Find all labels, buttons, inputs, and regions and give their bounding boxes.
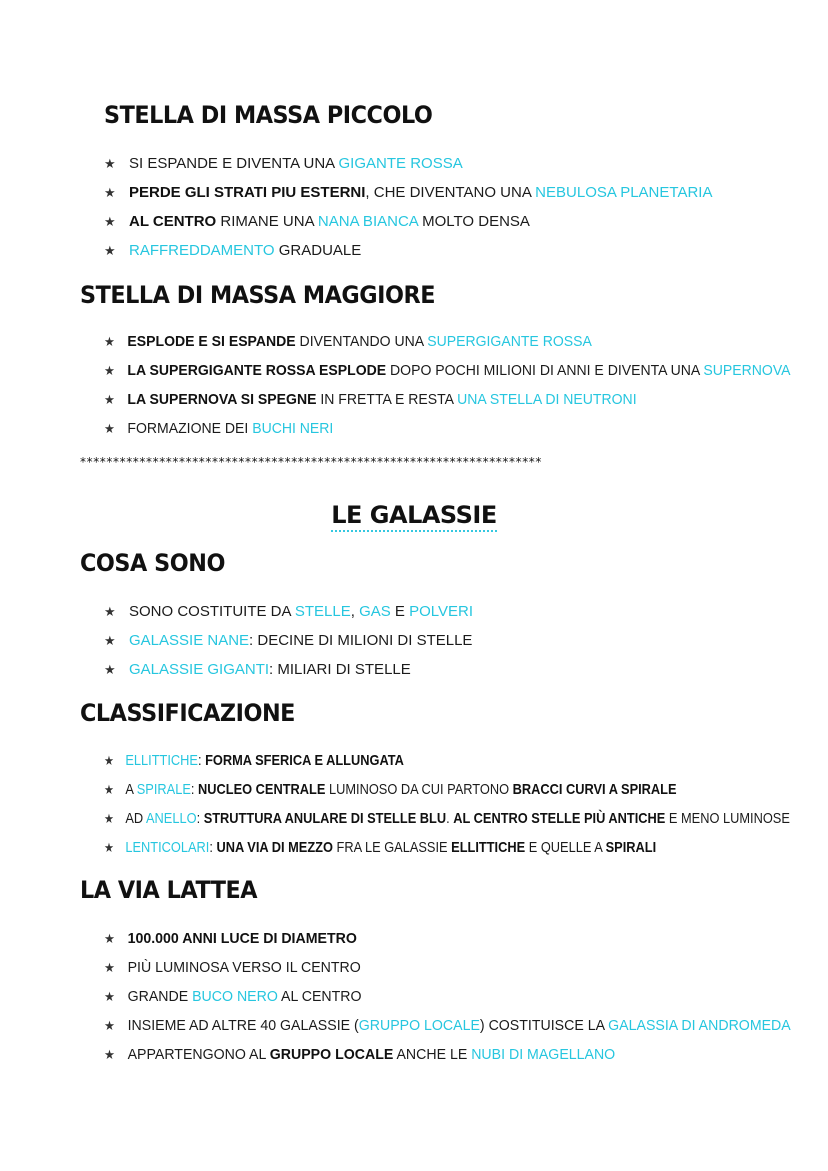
list-item-text: SPIRALE [136, 781, 191, 798]
list-item-text: GRUPPO LOCALE [269, 1046, 394, 1063]
list-item-text: GIGANTE ROSSA [338, 155, 463, 172]
list-item-text: ELLITTICHE [451, 839, 526, 856]
list-item-text: ) COSTITUISCE LA [479, 1017, 609, 1034]
list-item-text: NUCLEO CENTRALE [198, 781, 326, 798]
star-icon: ★ [104, 811, 114, 826]
list-item-text: : [190, 781, 199, 798]
list-item-text: : [197, 752, 206, 769]
star-icon: ★ [104, 931, 116, 946]
list-item-text: IN FRETTA E RESTA [316, 391, 458, 408]
list-item-text: MOLTO DENSA [417, 213, 530, 230]
list-item-text: LUMINOSO DA CUI PARTONO [325, 781, 513, 798]
list-item-text: STRUTTURA ANULARE DI STELLE BLU [203, 810, 447, 827]
list-item [104, 385, 791, 414]
list-item [104, 775, 790, 804]
list-item [104, 924, 791, 953]
list-item-text: GALASSIE ( [276, 1017, 359, 1034]
list-item-text: FRA LE GALASSIE [332, 839, 452, 856]
list-item-text: DOPO POCHI MILIONI DI ANNI E DIVENTA UNA [386, 362, 704, 379]
list-item-text: ANCHE LE [393, 1046, 472, 1063]
star-icon: ★ [104, 604, 116, 619]
star-icon: ★ [104, 840, 114, 855]
heading-stella-massa-maggiore: STELLA DI MASSA MAGGIORE [80, 281, 435, 309]
star-icon: ★ [104, 214, 116, 229]
list-classificazione [104, 746, 828, 862]
list-item [104, 327, 791, 356]
list-item-text: GRUPPO LOCALE [358, 1017, 480, 1034]
list-item [104, 626, 473, 655]
list-item-text: AD [125, 810, 147, 827]
list-item-text: AL CENTRO STELLE PIÙ ANTICHE [453, 810, 666, 827]
list-item-text: PIÙ LUMINOSA VERSO IL CENTRO [127, 959, 361, 976]
list-la-via-lattea [104, 924, 828, 1069]
list-item [104, 414, 791, 443]
star-icon: ★ [104, 156, 116, 171]
star-icon: ★ [104, 185, 116, 200]
list-item-text: SONO COSTITUITE DA [129, 603, 295, 620]
list-item [104, 746, 790, 775]
list-item-text: UNA STELLA DI NEUTRONI [457, 391, 637, 408]
list-item-text: FORMAZIONE DEI [127, 420, 253, 437]
list-item [104, 833, 790, 862]
star-icon: ★ [104, 421, 115, 436]
list-item [104, 953, 791, 982]
star-icon: ★ [104, 633, 116, 648]
list-item [104, 356, 791, 385]
list-item-text: SUPERGIGANTE ROSSA [427, 333, 592, 350]
heading-classificazione: CLASSIFICAZIONE [80, 699, 295, 727]
page-title-text: LE GALASSIE [331, 501, 497, 532]
star-icon: ★ [104, 1018, 116, 1033]
section-divider: ********************************************************************** [80, 455, 542, 469]
list-item-text: NANA BIANCA [317, 213, 418, 230]
list-item-text: SI ESPANDE E DIVENTA UNA [129, 155, 339, 172]
list-item-text: DIVENTANDO UNA [295, 333, 428, 350]
heading-stella-massa-piccolo: STELLA DI MASSA PICCOLO [104, 101, 433, 129]
list-stella-massa-piccolo [104, 149, 712, 265]
star-icon: ★ [104, 753, 114, 768]
list-item-text: ESPLODE E SI ESPANDE [127, 333, 296, 350]
list-item-text: NUBI DI MAGELLANO [471, 1046, 616, 1063]
list-item-text: ANNI LUCE DI DIAMETRO [178, 930, 357, 947]
list-item-text: FORMA SFERICA E ALLUNGATA [205, 752, 404, 769]
list-item-text: 100.000 [127, 930, 179, 947]
list-item-text: ANELLO [146, 810, 197, 827]
list-item-text: GALASSIE GIGANTI [129, 661, 270, 678]
list-item-text: BUCHI NERI [252, 420, 334, 437]
star-icon: ★ [104, 960, 116, 975]
list-item-text: GRADUALE [274, 242, 362, 259]
list-item-text: GALASSIE NANE [129, 632, 250, 649]
list-item-text: , [350, 603, 360, 620]
list-item-text: 40 [260, 1017, 277, 1034]
heading-la-via-lattea: LA VIA LATTEA [80, 876, 258, 904]
list-item-text: INSIEME AD ALTRE [127, 1017, 261, 1034]
list-item-text: NEBULOSA PLANETARIA [535, 184, 713, 201]
list-item [104, 149, 712, 178]
list-item-text: GAS [359, 603, 391, 620]
list-item [104, 1040, 791, 1069]
page-title [0, 494, 828, 531]
star-icon: ★ [104, 989, 116, 1004]
list-item-text: SUPERNOVA [703, 362, 791, 379]
list-item-text: AL CENTRO [129, 213, 217, 230]
star-icon: ★ [104, 662, 116, 677]
list-item [104, 982, 791, 1011]
star-icon: ★ [104, 363, 115, 378]
list-item [104, 804, 790, 833]
list-item-text: LA SUPERNOVA SI SPEGNE [127, 391, 317, 408]
list-stella-massa-maggiore [104, 327, 828, 443]
list-item [104, 597, 473, 626]
list-item-text: E [390, 603, 410, 620]
list-item-text: BRACCI CURVI A SPIRALE [512, 781, 677, 798]
list-item-text: : MILIARI DI STELLE [269, 661, 411, 678]
list-item-text: GALASSIA DI ANDROMEDA [608, 1017, 791, 1034]
list-item-text: RAFFREDDAMENTO [129, 242, 275, 259]
list-item-text: : [196, 810, 204, 827]
list-item-text: ELLITTICHE [125, 752, 198, 769]
list-item-text: GRANDE [127, 988, 193, 1005]
list-item-text: LA SUPERGIGANTE ROSSA ESPLODE [127, 362, 387, 379]
star-icon: ★ [104, 1047, 116, 1062]
list-item-text: : DECINE DI MILIONI DI STELLE [249, 632, 473, 649]
list-item-text: APPARTENGONO AL [127, 1046, 270, 1063]
star-icon: ★ [104, 243, 116, 258]
list-item-text: E MENO LUMINOSE [665, 810, 790, 827]
list-item-text: RIMANE UNA [216, 213, 318, 230]
list-item-text: , CHE DIVENTANO UNA [365, 184, 536, 201]
list-item-text: STELLE [294, 603, 351, 620]
star-icon: ★ [104, 392, 115, 407]
list-item [104, 236, 712, 265]
list-item [104, 655, 473, 684]
heading-cosa-sono: COSA SONO [80, 549, 225, 577]
list-item-text: UNA VIA DI MEZZO [216, 839, 333, 856]
list-item-text: : [209, 839, 217, 856]
list-item [104, 1011, 791, 1040]
list-item [104, 178, 712, 207]
list-item-text: . [446, 810, 454, 827]
list-item-text: PERDE GLI STRATI PIU ESTERNI [129, 184, 366, 201]
list-item-text: E QUELLE A [525, 839, 606, 856]
list-item-text: AL CENTRO [277, 988, 362, 1005]
list-item-text: BUCO NERO [192, 988, 278, 1005]
list-item-text: POLVERI [409, 603, 474, 620]
list-item [104, 207, 712, 236]
list-item-text: LENTICOLARI [125, 839, 210, 856]
list-cosa-sono [104, 597, 473, 684]
star-icon: ★ [104, 334, 115, 349]
list-item-text: SPIRALI [605, 839, 657, 856]
list-item-text: A [125, 781, 137, 798]
star-icon: ★ [104, 782, 114, 797]
